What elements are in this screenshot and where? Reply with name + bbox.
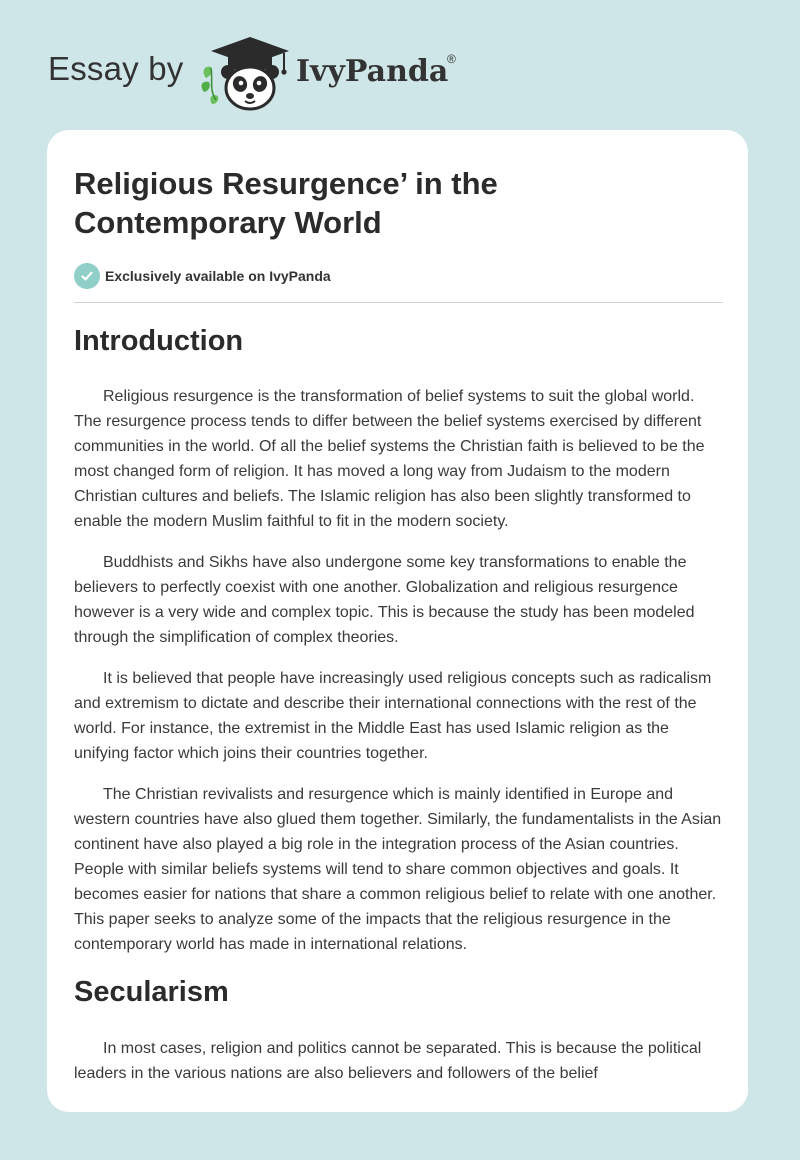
- essay-card: [47, 130, 748, 1112]
- page-title: Religious Resurgence’ in the Contemporary World: [74, 166, 498, 240]
- paragraph: Religious resurgence is the transformation of belief systems to suit the global world. The resurgence process tends to differ between the belief systems exercised by different communities in the world. Of all the belief systems the Christian faith is believed to be the most changed form of religion. It has moved a long way from Judaism to the modern Christian cultures and beliefs. The Islamic religion has also been slightly transformed to enable the modern Muslim faithful to fit in the modern society.: [74, 388, 705, 530]
- section-heading-introduction: Introduction: [74, 325, 244, 357]
- paragraph: The Christian revivalists and resurgence which is mainly identified in Europe and western countries have also glued them together. Similarly, the fundamentalists in the Asian continent have also played a big role in the integration process of the Asian countries. People with similar beliefs systems will tend to share common objectives and goals. It becomes easier for nations that share a common religious belief to relate with one another. This paper seeks to analyze some of the impacts that the religious resurgence in the contemporary world has made in international relations.: [74, 786, 722, 953]
- paragraph: In most cases, religion and politics cannot be separated. This is because the political leaders in the various nations are also believers and followers of the belief: [74, 1040, 702, 1082]
- divider: [74, 302, 723, 303]
- section-body-introduction: [74, 384, 726, 973]
- check-circle-icon: [74, 263, 100, 289]
- registered-mark: ®: [447, 52, 456, 66]
- brand-prefix: Essay by: [48, 50, 184, 87]
- brand-name[interactable]: IvyPanda: [296, 54, 449, 89]
- section-heading-secularism: Secularism: [74, 976, 229, 1008]
- exclusive-badge: [74, 263, 331, 289]
- exclusive-label: Exclusively available on IvyPanda: [105, 268, 331, 284]
- site-header: [0, 0, 800, 130]
- paragraph: Buddhists and Sikhs have also undergone some key transformations to enable the believers to perfectly coexist with one another. Globalization and religious resurgence however is a very wide and complex topic. This is because the study has been modeled through the simplification of complex theories.: [74, 554, 695, 646]
- ivypanda-logo-icon[interactable]: [200, 34, 295, 112]
- section-body-secularism: [74, 1036, 726, 1102]
- paragraph: It is believed that people have increasingly used religious concepts such as radicalism and extremism to dictate and describe their international connections with the rest of the world. For instance, the extremist in the Middle East has used Islamic religion as the unifying factor which joins their countries together.: [74, 670, 712, 762]
